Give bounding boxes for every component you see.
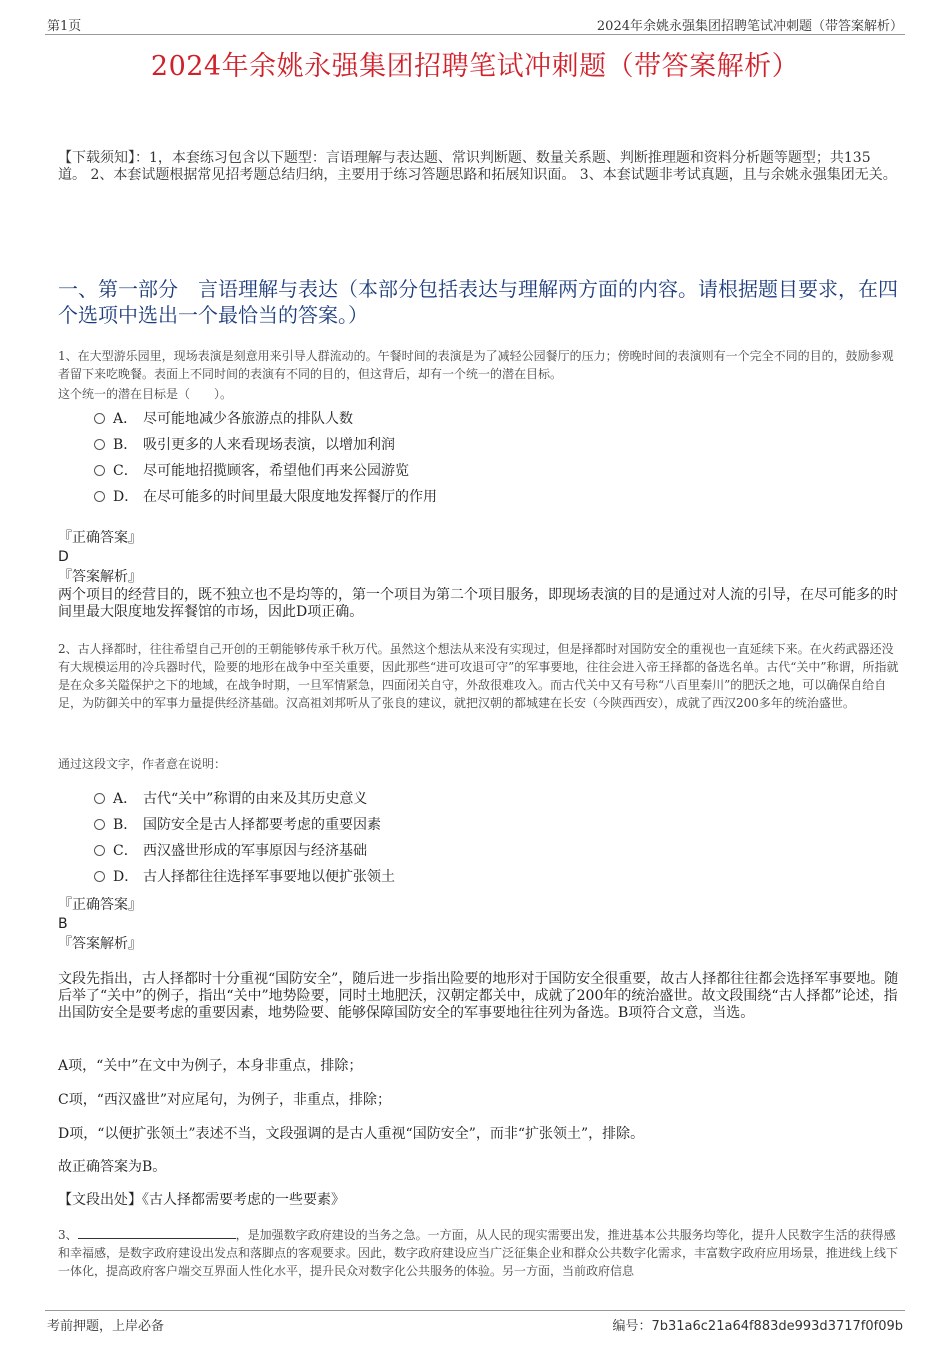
footer-slogan: 考前押题，上岸必备 [47,1319,165,1334]
q1-analysis-label: 『答案解析』 [58,569,142,585]
q2-ask: 通过这段文字，作者意在说明： [58,757,227,771]
radio-icon[interactable] [94,819,105,830]
q2-answer-label: 『正确答案』 [58,897,142,913]
radio-icon[interactable] [94,845,105,856]
q2-analysis: 文段先指出，古人择都时十分重视“国防安全”，随后进一步指出险要的地形对于国防安全很重要，故古人择都往往都会选择军事要地。随后举了“关中”的例子，指出“关中”地势险要，同时土地肥沃，汉朝定都关中，成就了200年的统治盛世。故文段围绕“古人择都”论述，指出国防安全是要考虑的重要因素，地势险要、能够保障国防安全的军事要地往往列为备选。B项符合文意，当选。 [58,971,899,1021]
q1-option-b[interactable]: B． 吸引更多的人来看现场表演，以增加利润 [94,435,395,455]
q1-answer: D [58,549,69,565]
radio-icon[interactable] [94,793,105,804]
q2-conclusion: 故正确答案为B。 [58,1159,167,1175]
q2-note-a: A项，“关中”在文中为例子，本身非重点，排除； [58,1058,363,1074]
q2-stem: 2、古人择都时，往往希望自己开创的王朝能够传承千秋万代。虽然这个想法从来没有实现过，但是择都时对国防安全的重视也一直延续下来。在火药武器还没有大规模运用的冷兵器时代，险要的地形在战争中至关重要，因此那些“进可攻退可守”的军事要地，往往会进入帝王择都的备选名单。古代“关中”称谓，所指就是在众多关隘保护之下的地域，在战争时期，一旦军情紧急，四面闭关自守，外敌很难攻入。而古代关中又有号称“八百里秦川”的肥沃之地，可以确保自给自足，为防御关中的军事力量提供经济基础。汉高祖刘邦听从了张良的建议，就把汉朝的都城建在长安（今陕西西安），成就了西汉200多年的统治盛世。 [58,642,899,710]
header-doc-title: 2024年余姚永强集团招聘笔试冲刺题（带答案解析） [596,19,903,34]
q2-note-c: C项，“西汉盛世”对应尾句，为例子，非重点，排除； [58,1092,392,1108]
q1-ask: 这个统一的潜在目标是（ ）。 [58,387,233,401]
page-header [45,12,905,35]
q2-note-d: D项，“以便扩张领土”表述不当，文段强调的是古人重视“国防安全”，而非“扩张领土”，排除。 [58,1126,645,1142]
q1-stem: 1、在大型游乐园里，现场表演是刻意用来引导人群流动的。午餐时间的表演是为了减轻公园餐厅的压力；傍晚时间的表演则有一个完全不同的目的，鼓励参观者留下来吃晚餐。表面上不同时间的表演有不同的目的，但这背后，却有一个统一的潜在目标。 [58,349,894,381]
q2-answer: B [58,916,68,932]
radio-icon[interactable] [94,439,105,450]
q1-option-d[interactable]: D． 在尽可能多的时间里最大限度地发挥餐厅的作用 [94,487,437,507]
q1-option-a[interactable]: A． 尽可能地减少各旅游点的排队人数 [94,409,353,429]
page-number: 第1页 [47,19,82,34]
radio-icon[interactable] [94,871,105,882]
q2-option-c[interactable]: C． 西汉盛世形成的军事原因与经济基础 [94,841,367,861]
radio-icon[interactable] [94,413,105,424]
q3-stem: 3、 ，是加强数字政府建设的当务之急。一方面，从人民的现实需要出发，推进基本公共服务均等化，提升人民数字生活的获得感和幸福感，是数字政府建设出发点和落脚点的客观要求。因此，数字政府建设应当广泛征集企业和群众公共数字化需求，丰富数字政府应用场景，推进线上线下一体化，提高政府客户端交互界面人性化水平，提升民众对数字化公共服务的体验。另一方面，当前政府信息 [58,1228,899,1278]
q2-option-a[interactable]: A． 古代“关中”称谓的由来及其历史意义 [94,789,367,809]
radio-icon[interactable] [94,465,105,476]
section-title: 一、第一部分 言语理解与表达（本部分包括表达与理解两方面的内容。请根据题目要求，在四个选项中选出一个最恰当的答案。） [58,277,898,327]
q1-analysis: 两个项目的经营目的，既不独立也不是均等的，第一个项目为第二个项目服务，即现场表演的目的是通过对人流的引导，在尽可能多的时间里最大限度地发挥餐馆的市场，因此D项正确。 [58,587,898,620]
q2-analysis-label: 『答案解析』 [58,936,142,952]
download-notice: 【下载须知】：1，本套练习包含以下题型：言语理解与表达题、常识判断题、数量关系题、判断推理题和资料分析题等题型；共135道。 2、本套试题根据常见招考题总结归纳，主要用于练习答题思路和拓展知识面。 3、本套试题非考试真题，且与余姚永强集团无关。 [58,150,897,183]
fill-blank[interactable] [78,1226,236,1239]
q2-source: 【文段出处】《古人择都需要考虑的一些要素》 [58,1192,345,1208]
footer-code: 编号：7b31a6c21a64f883de993d3717f0f09b [612,1319,903,1334]
q2-option-b[interactable]: B． 国防安全是古人择都要考虑的重要因素 [94,815,381,835]
q2-option-d[interactable]: D． 古人择都往往选择军事要地以便扩张领土 [94,867,395,887]
q1-option-c[interactable]: C． 尽可能地招揽顾客，希望他们再来公园游览 [94,461,409,481]
document-title: 2024年余姚永强集团招聘笔试冲刺题（带答案解析） [150,51,800,82]
radio-icon[interactable] [94,491,105,502]
page-footer [45,1310,905,1333]
q1-answer-label: 『正确答案』 [58,530,142,546]
